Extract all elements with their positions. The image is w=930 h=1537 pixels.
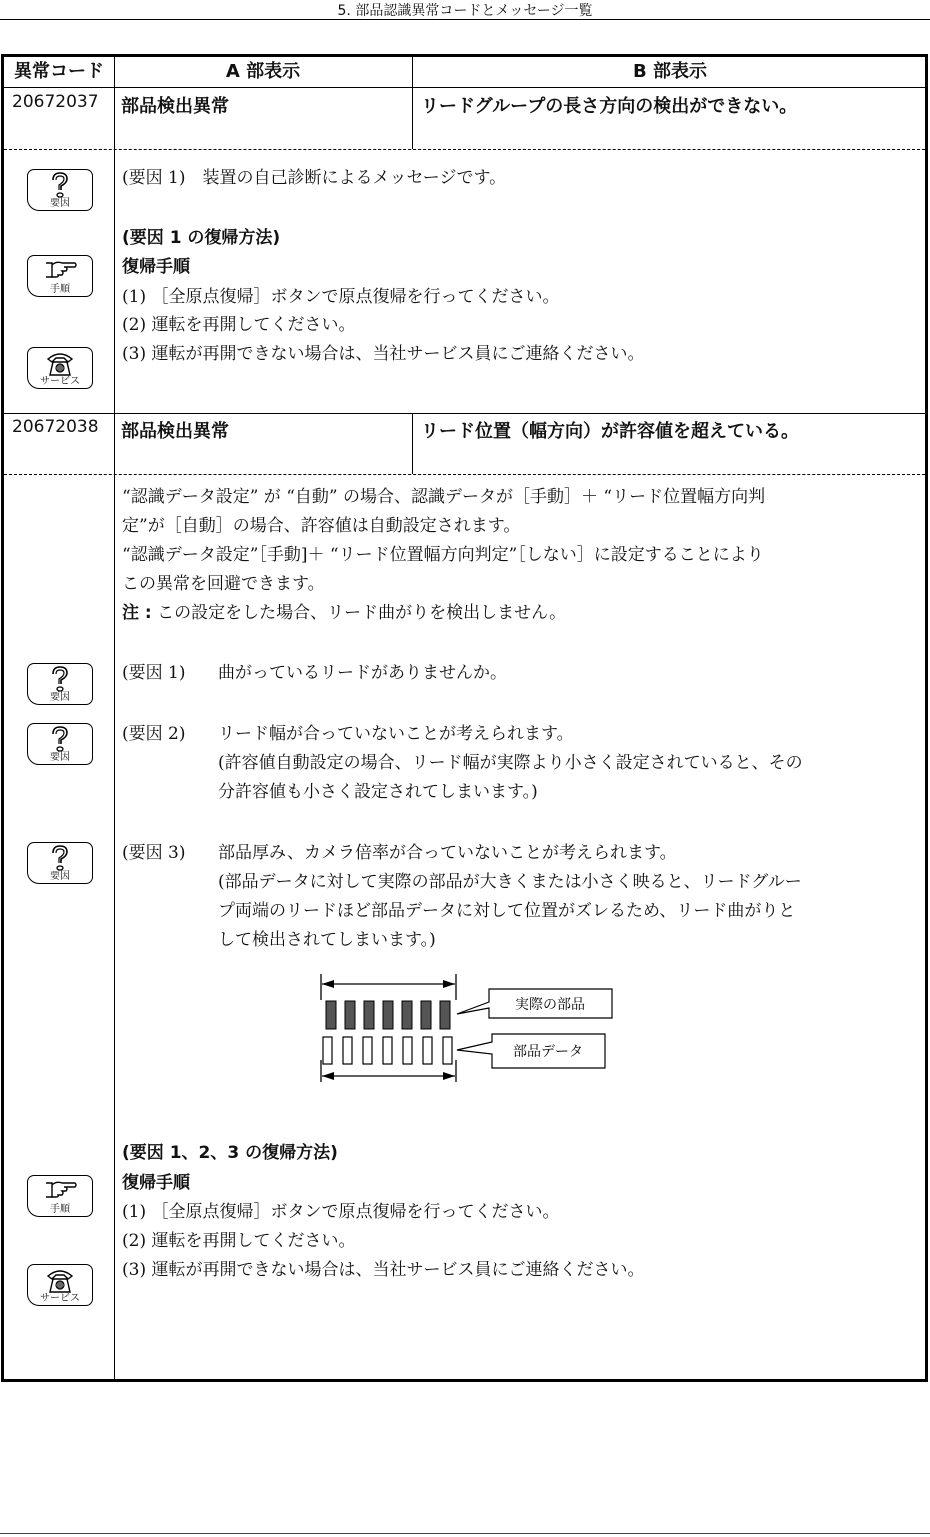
- recovery-title: (要因 1 の復帰方法): [122, 228, 281, 248]
- dashed-divider: [4, 149, 925, 150]
- step-line: (2) 運転を再開してください。: [122, 315, 356, 335]
- cause-subtext: (許容値自動設定の場合、リード幅が実際より小さく設定されていると、その: [218, 753, 803, 773]
- cause-icon: 要因: [27, 169, 93, 211]
- cause-icon: 要因: [27, 663, 93, 705]
- header-rule: [0, 19, 930, 20]
- footer-rule: [0, 1533, 930, 1534]
- page-header: [0, 0, 930, 20]
- telephone-icon: [44, 349, 76, 377]
- note-label: 注 :: [122, 603, 152, 623]
- header-a-display: A 部表示: [225, 61, 301, 82]
- header-rule-bottom: [4, 87, 925, 88]
- error-code-table: [1, 54, 928, 1382]
- intro-line: この異常を回避できます。: [122, 574, 325, 594]
- step-line: (3) 運転が再開できない場合は、当社サービス員にご連絡ください。: [122, 1260, 645, 1280]
- telephone-icon: [44, 1266, 76, 1294]
- note-line: [122, 600, 566, 627]
- dashed-divider: [4, 474, 925, 475]
- question-icon: [44, 665, 76, 693]
- data-leads: [323, 1037, 452, 1064]
- actual-leads: [326, 1001, 450, 1029]
- header-b-display: B 部表示: [633, 61, 707, 82]
- intro-line: “認識データ設定” が “自動” の場合、認識データが［手動］＋ “リード位置幅方向判: [122, 487, 766, 507]
- cause-subtext: プ両端のリードほど部品データに対して位置がズレるため、リード曲がりと: [218, 901, 796, 921]
- step-line: (3) 運転が再開できない場合は、当社サービス員にご連絡ください。: [122, 344, 645, 364]
- error-code: 20672037: [12, 92, 99, 112]
- a-display-text: 部品検出異常: [121, 96, 229, 117]
- cause-line: (要因 1) 装置の自己診断によるメッセージです。: [122, 168, 507, 188]
- cause-subtext: 分許容値も小さく設定されてしまいます。): [218, 782, 538, 802]
- pointing-hand-icon: [44, 1177, 78, 1203]
- cause-subtext: (部品データに対して実際の部品が大きくまたは小さく映ると、リードグルー: [218, 872, 802, 892]
- recovery-title: (要因 1、2、3 の復帰方法): [122, 1143, 338, 1163]
- cause-label: (要因 3): [122, 843, 186, 863]
- pointing-hand-icon: [44, 257, 78, 283]
- b-display-text: リードグループの長さ方向の検出ができない。: [421, 96, 798, 117]
- cause-text: 曲がっているリードがありませんか。: [218, 663, 507, 683]
- cause-text: 部品厚み、カメラ倍率が合っていないことが考えられます。: [218, 843, 677, 863]
- header-code: 異常コード: [14, 61, 104, 82]
- column-divider-code: [114, 57, 115, 1379]
- question-icon: [44, 171, 76, 199]
- cause-subtext: して検出されてしまいます。): [218, 930, 436, 950]
- cause-label: (要因 1): [122, 663, 186, 683]
- step-line: (1) ［全原点復帰］ボタンで原点復帰を行ってください。: [122, 1202, 560, 1222]
- error-code: 20672038: [12, 417, 99, 437]
- page-title: 5. 部品認識異常コードとメッセージ一覧: [337, 3, 593, 19]
- cause-icon: 要因: [27, 842, 93, 884]
- service-icon: サービス: [27, 347, 93, 389]
- step-line: (2) 運転を再開してください。: [122, 1231, 356, 1251]
- intro-line: 定”が［自動］の場合、許容値は自動設定されます。: [122, 516, 521, 536]
- entry-divider: [4, 413, 925, 414]
- question-icon: [44, 844, 76, 872]
- intro-line: “認識データ設定”［手動]＋ “リード位置幅方向判定”［しない］に設定することにより: [122, 545, 764, 565]
- cause-text: リード幅が合っていないことが考えられます。: [218, 724, 574, 744]
- step-line: (1) ［全原点復帰］ボタンで原点復帰を行ってください。: [122, 287, 560, 307]
- a-display-text: 部品検出異常: [121, 421, 229, 442]
- steps-icon: 手順: [27, 255, 93, 297]
- b-display-text: リード位置（幅方向）が許容値を超えている。: [421, 421, 799, 442]
- cause-icon: 要因: [27, 723, 93, 765]
- label-part-data: 部品データ: [513, 1044, 583, 1060]
- column-divider-ab-2: [412, 413, 413, 474]
- label-actual-part: 実際の部品: [515, 997, 585, 1013]
- lead-position-figure: [314, 972, 614, 1092]
- steps-title: 復帰手順: [122, 257, 190, 277]
- service-icon: サービス: [27, 1264, 93, 1306]
- steps-title: 復帰手順: [122, 1173, 190, 1193]
- note-text: この設定をした場合、リード曲がりを検出しません。: [151, 603, 567, 623]
- cause-label: (要因 2): [122, 724, 186, 744]
- steps-icon: 手順: [27, 1175, 93, 1217]
- question-icon: [44, 725, 76, 753]
